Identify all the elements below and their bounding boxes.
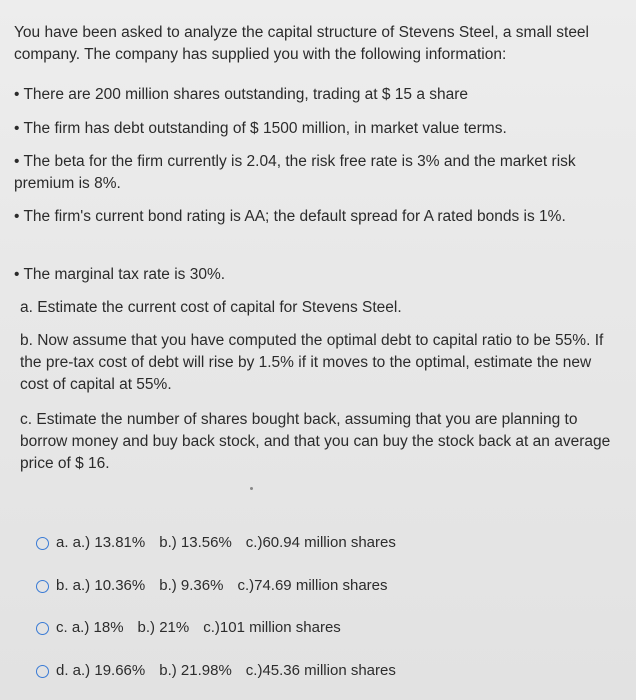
stray-dot bbox=[250, 487, 253, 490]
question-intro: You have been asked to analyze the capital structure of Stevens Steel, a small steel company. The company has supplied you with the following information: bbox=[14, 24, 589, 63]
option-d-part-a: d. a.) 19.66% bbox=[56, 662, 146, 679]
option-d-part-c: c.)45.36 million shares bbox=[245, 662, 396, 679]
option-a-part-b: b.) 13.56% bbox=[159, 534, 232, 551]
bullet-tax: • The marginal tax rate is 30%. bbox=[14, 266, 226, 283]
radio-button-icon[interactable] bbox=[36, 580, 49, 593]
bullet-rating: • The firm's current bond rating is AA; the default spread for A rated bonds is 1%. bbox=[14, 208, 566, 225]
radio-button-icon[interactable] bbox=[36, 537, 49, 550]
option-d-part-b: b.) 21.98% bbox=[159, 662, 232, 679]
radio-button-icon[interactable] bbox=[36, 665, 49, 678]
option-b-part-b: b.) 9.36% bbox=[159, 577, 224, 594]
part-c-text: c. Estimate the number of shares bought back, assuming that you are planning to borrow money and buy back stock, and that you can buy the stock back at an average price of $ 16. bbox=[20, 411, 611, 472]
radio-button-icon[interactable] bbox=[36, 622, 49, 635]
part-b-text: b. Now assume that you have computed the optimal debt to capital ratio to be 55%. If the pre-tax cost of debt will rise by 1.5% if it moves to the optimal, estimate the new cost of capital at 55%. bbox=[20, 332, 604, 393]
option-d[interactable] bbox=[36, 661, 410, 681]
bullet-shares: • There are 200 million shares outstanding, trading at $ 15 a share bbox=[14, 86, 469, 103]
option-c-part-a: c. a.) 18% bbox=[56, 619, 124, 636]
part-a-text: a. Estimate the current cost of capital for Stevens Steel. bbox=[20, 299, 402, 316]
option-c[interactable] bbox=[36, 618, 355, 638]
option-b-part-a: b. a.) 10.36% bbox=[56, 577, 146, 594]
bullet-debt: • The firm has debt outstanding of $ 1500 million, in market value terms. bbox=[14, 120, 507, 137]
option-a[interactable] bbox=[36, 533, 410, 553]
option-c-part-c: c.)101 million shares bbox=[203, 619, 341, 636]
option-b-part-c: c.)74.69 million shares bbox=[237, 577, 388, 594]
option-c-part-b: b.) 21% bbox=[137, 619, 190, 636]
bullet-beta: • The beta for the firm currently is 2.04, the risk free rate is 3% and the market risk premium is 8%. bbox=[14, 153, 576, 192]
option-a-part-c: c.)60.94 million shares bbox=[245, 534, 396, 551]
option-b[interactable] bbox=[36, 576, 402, 596]
option-a-part-a: a. a.) 13.81% bbox=[56, 534, 146, 551]
